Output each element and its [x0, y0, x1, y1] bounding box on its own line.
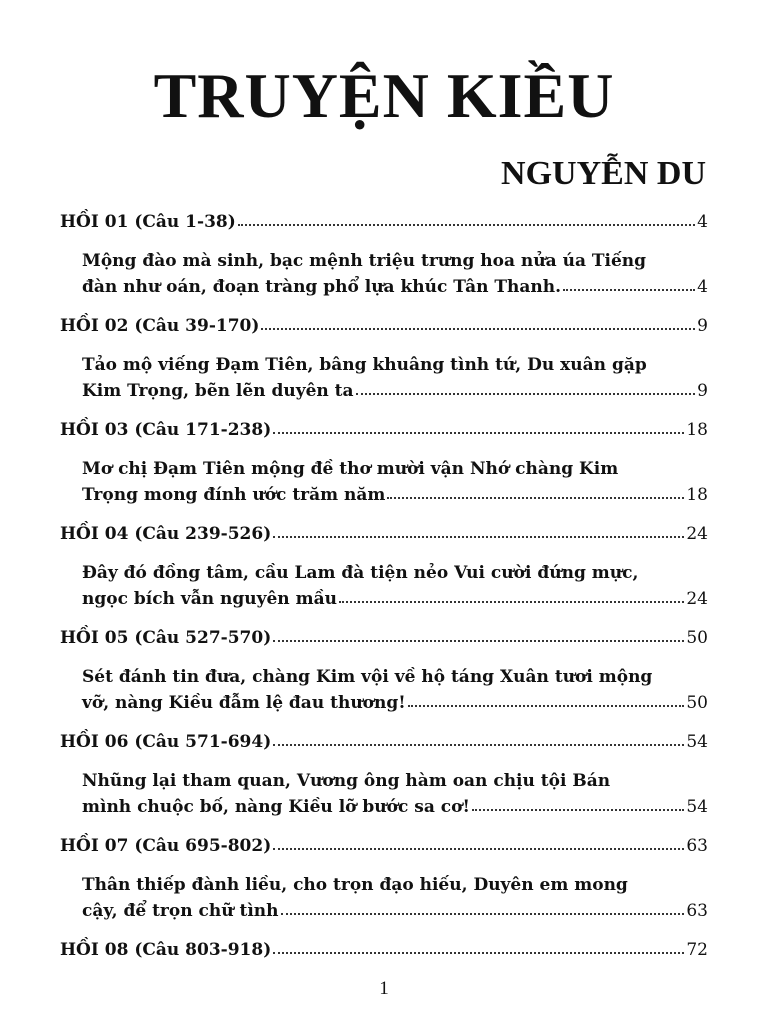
table-of-contents — [60, 210, 708, 976]
toc-description-entry[interactable] — [60, 768, 708, 820]
toc-chapter-label: HỒI 06 (Câu 571-694) — [60, 732, 272, 752]
toc-chapter-label: HỒI 04 (Câu 239-526) — [60, 524, 272, 544]
toc-chapter-label: HỒI 05 (Câu 527-570) — [60, 628, 272, 648]
toc-description-entry[interactable] — [60, 560, 708, 612]
toc-page-number: 4 — [697, 212, 708, 232]
toc-chapter-entry[interactable] — [60, 522, 708, 546]
toc-description-line: Trọng mong đính ước trăm năm — [82, 485, 386, 505]
toc-description-line: đàn như oán, đoạn tràng phổ lựa khúc Tân Thanh. — [82, 277, 562, 297]
toc-leader-dots — [238, 223, 695, 226]
toc-chapter-label: HỒI 03 (Câu 171-238) — [60, 420, 272, 440]
toc-chapter-label: HỒI 07 (Câu 695-802) — [60, 836, 272, 856]
toc-description-line: Tảo mộ viếng Đạm Tiên, bâng khuâng tình tứ, Du xuân gặp — [82, 355, 647, 375]
toc-description-line: ngọc bích vẫn nguyên mầu — [82, 589, 337, 609]
toc-leader-dots — [563, 288, 695, 291]
toc-chapter-label: HỒI 01 (Câu 1-38) — [60, 212, 236, 232]
toc-description-line: Sét đánh tin đưa, chàng Kim vội về hộ táng Xuân tươi mộng — [82, 667, 653, 687]
toc-page-number: 18 — [686, 420, 708, 440]
toc-description-line: Đây đó đồng tâm, cầu Lam đà tiện nẻo Vui cười đứng mực, — [82, 563, 639, 583]
toc-chapter-entry[interactable] — [60, 418, 708, 442]
toc-page-number: 50 — [686, 693, 708, 713]
toc-page-number: 54 — [686, 732, 708, 752]
toc-page-number: 9 — [697, 381, 708, 401]
toc-description-entry[interactable] — [60, 872, 708, 924]
toc-leader-dots — [356, 392, 696, 395]
toc-page-number: 54 — [686, 797, 708, 817]
toc-chapter-entry[interactable] — [60, 210, 708, 234]
toc-chapter-entry[interactable] — [60, 626, 708, 650]
page-number-footer: 1 — [379, 978, 389, 999]
toc-leader-dots — [261, 327, 695, 330]
toc-page-number: 63 — [686, 836, 708, 856]
toc-leader-dots — [273, 743, 684, 746]
toc-leader-dots — [273, 535, 684, 538]
toc-page-number: 50 — [686, 628, 708, 648]
toc-description-line: mình chuộc bố, nàng Kiều lỡ bước sa cơ! — [82, 797, 470, 817]
toc-page-number: 9 — [697, 316, 708, 336]
toc-description-line: Mộng đào mà sinh, bạc mệnh triệu trưng hoa nửa úa Tiếng — [82, 251, 647, 271]
author-name: NGUYỄN DU — [501, 155, 706, 192]
toc-chapter-entry[interactable] — [60, 834, 708, 858]
toc-chapter-entry[interactable] — [60, 938, 708, 962]
toc-leader-dots — [472, 808, 684, 811]
toc-leader-dots — [387, 496, 684, 499]
toc-description-entry[interactable] — [60, 664, 708, 716]
toc-description-line: cậy, để trọn chữ tình — [82, 901, 279, 921]
toc-leader-dots — [281, 912, 685, 915]
toc-leader-dots — [408, 704, 685, 707]
toc-page-number: 63 — [686, 901, 708, 921]
toc-page-number: 24 — [686, 524, 708, 544]
toc-leader-dots — [273, 847, 684, 850]
toc-description-entry[interactable] — [60, 248, 708, 300]
toc-chapter-label: HỒI 02 (Câu 39-170) — [60, 316, 260, 336]
toc-leader-dots — [339, 600, 684, 603]
toc-page-number: 24 — [686, 589, 708, 609]
toc-page-number: 18 — [686, 485, 708, 505]
toc-leader-dots — [273, 431, 684, 434]
toc-description-entry[interactable] — [60, 456, 708, 508]
toc-chapter-entry[interactable] — [60, 730, 708, 754]
toc-page-number: 72 — [686, 940, 708, 960]
toc-description-line: Thân thiếp đành liều, cho trọn đạo hiếu, Duyên em mong — [82, 875, 628, 895]
toc-description-line: Mơ chị Đạm Tiên mộng đề thơ mười vận Nhớ chàng Kim — [82, 459, 619, 479]
toc-page-number: 4 — [697, 277, 708, 297]
toc-chapter-entry[interactable] — [60, 314, 708, 338]
toc-description-entry[interactable] — [60, 352, 708, 404]
document-title: TRUYỆN KIỀU — [153, 60, 615, 131]
toc-leader-dots — [273, 639, 684, 642]
toc-description-line: Kim Trọng, bẽn lẽn duyên ta — [82, 381, 354, 401]
toc-chapter-label: HỒI 08 (Câu 803-918) — [60, 940, 272, 960]
toc-description-line: Nhũng lại tham quan, Vương ông hàm oan chịu tội Bán — [82, 771, 611, 791]
toc-description-line: vỡ, nàng Kiều đẫm lệ đau thương! — [82, 693, 406, 713]
toc-leader-dots — [273, 951, 684, 954]
